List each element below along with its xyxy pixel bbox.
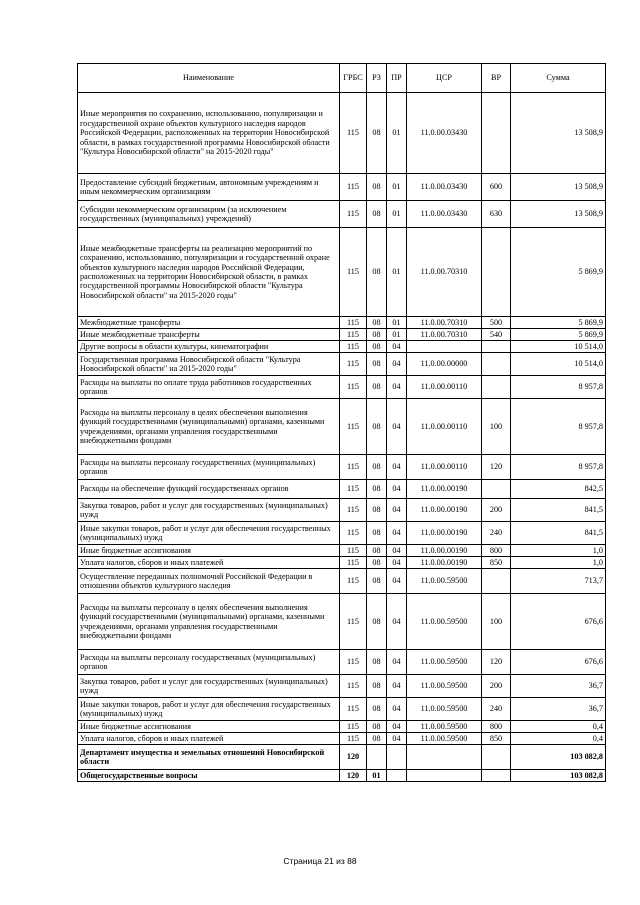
- cell-name: Иные закупки товаров, работ и услуг для обеспечения государственных (муниципальных) нужд: [78, 698, 340, 721]
- cell-pr: 04: [387, 594, 407, 650]
- cell-vr: 850: [482, 733, 511, 745]
- cell-rz: 08: [367, 721, 387, 733]
- header-grbs: ГРБС: [340, 64, 367, 93]
- header-rz: РЗ: [367, 64, 387, 93]
- cell-pr: 04: [387, 341, 407, 353]
- cell-rz: 08: [367, 733, 387, 745]
- cell-rz: 08: [367, 675, 387, 698]
- cell-vr: 240: [482, 522, 511, 545]
- header-sum: Сумма: [511, 64, 606, 93]
- cell-grbs: 115: [340, 329, 367, 341]
- cell-csr: 11.0.00.00190: [407, 522, 482, 545]
- cell-grbs: 115: [340, 455, 367, 480]
- cell-pr: 04: [387, 733, 407, 745]
- table-row: [78, 557, 606, 569]
- cell-rz: 01: [367, 770, 387, 782]
- cell-sum: 8 957,8: [511, 399, 606, 455]
- cell-csr: 11.0.00.03430: [407, 201, 482, 228]
- page-number: Страница 21 из 88: [283, 856, 357, 866]
- cell-vr: [482, 569, 511, 594]
- cell-csr: 11.0.00.59500: [407, 675, 482, 698]
- table-row: [78, 522, 606, 545]
- cell-csr: 11.0.00.00110: [407, 399, 482, 455]
- cell-pr: 04: [387, 650, 407, 675]
- cell-name: Иные закупки товаров, работ и услуг для обеспечения государственных (муниципальных) нужд: [78, 522, 340, 545]
- cell-grbs: 115: [340, 569, 367, 594]
- table-row: [78, 228, 606, 317]
- cell-pr: 01: [387, 317, 407, 329]
- cell-rz: 08: [367, 174, 387, 201]
- cell-sum: 1,0: [511, 545, 606, 557]
- table-row: [78, 770, 606, 782]
- cell-rz: 08: [367, 594, 387, 650]
- cell-name: Иные межбюджетные трансферты: [78, 329, 340, 341]
- cell-sum: 10 514,0: [511, 341, 606, 353]
- cell-csr: 11.0.00.03430: [407, 174, 482, 201]
- cell-name: Расходы на выплаты по оплате труда работников государственных органов: [78, 376, 340, 399]
- cell-sum: 676,6: [511, 650, 606, 675]
- cell-csr: 11.0.00.70310: [407, 329, 482, 341]
- cell-csr: 11.0.00.59500: [407, 569, 482, 594]
- cell-rz: 08: [367, 569, 387, 594]
- table-row: [78, 329, 606, 341]
- cell-vr: 100: [482, 399, 511, 455]
- cell-sum: 13 508,9: [511, 201, 606, 228]
- cell-vr: 200: [482, 499, 511, 522]
- header-csr: ЦСР: [407, 64, 482, 93]
- cell-grbs: 115: [340, 174, 367, 201]
- cell-rz: 08: [367, 557, 387, 569]
- cell-name: Уплата налогов, сборов и иных платежей: [78, 557, 340, 569]
- cell-rz: 08: [367, 353, 387, 376]
- cell-sum: 10 514,0: [511, 353, 606, 376]
- cell-sum: 841,5: [511, 499, 606, 522]
- cell-grbs: 115: [340, 650, 367, 675]
- cell-csr: 11.0.00.59500: [407, 650, 482, 675]
- cell-name: Иные бюджетные ассигнования: [78, 545, 340, 557]
- cell-name: Расходы на выплаты персоналу государственных (муниципальных) органов: [78, 455, 340, 480]
- cell-pr: 01: [387, 93, 407, 174]
- cell-name: Расходы на выплаты персоналу государственных (муниципальных) органов: [78, 650, 340, 675]
- cell-rz: 08: [367, 317, 387, 329]
- header-pr: ПР: [387, 64, 407, 93]
- cell-grbs: 115: [340, 698, 367, 721]
- cell-rz: 08: [367, 201, 387, 228]
- cell-sum: 13 508,9: [511, 93, 606, 174]
- cell-grbs: 115: [340, 675, 367, 698]
- cell-csr: 11.0.00.59500: [407, 733, 482, 745]
- cell-name: Расходы на выплаты персоналу в целях обеспечения выполнения функций государственными (муниципальными) органами, казенными учреждениями, органами управления государственными внебюджетными фондами: [78, 594, 340, 650]
- cell-vr: 100: [482, 594, 511, 650]
- cell-grbs: 115: [340, 522, 367, 545]
- table-row: [78, 174, 606, 201]
- cell-sum: 13 508,9: [511, 174, 606, 201]
- cell-rz: 08: [367, 376, 387, 399]
- cell-pr: 04: [387, 455, 407, 480]
- cell-rz: 08: [367, 499, 387, 522]
- cell-vr: 200: [482, 675, 511, 698]
- cell-vr: [482, 228, 511, 317]
- cell-csr: 11.0.00.00000: [407, 353, 482, 376]
- cell-grbs: 120: [340, 770, 367, 782]
- cell-sum: 713,7: [511, 569, 606, 594]
- cell-pr: 04: [387, 557, 407, 569]
- cell-sum: 36,7: [511, 675, 606, 698]
- cell-csr: [407, 770, 482, 782]
- table-row: [78, 650, 606, 675]
- cell-name: Расходы на обеспечение функций государственных органов: [78, 480, 340, 499]
- cell-pr: 04: [387, 499, 407, 522]
- cell-pr: 04: [387, 721, 407, 733]
- cell-pr: 04: [387, 353, 407, 376]
- cell-sum: 0,4: [511, 733, 606, 745]
- table-row: [78, 341, 606, 353]
- cell-sum: 842,5: [511, 480, 606, 499]
- cell-csr: 11.0.00.00190: [407, 499, 482, 522]
- cell-sum: 0,4: [511, 721, 606, 733]
- cell-name: Межбюджетные трансферты: [78, 317, 340, 329]
- cell-pr: 01: [387, 329, 407, 341]
- cell-sum: 36,7: [511, 698, 606, 721]
- cell-name: Иные межбюджетные трансферты на реализацию мероприятий по сохранению, использованию, популяризации и государственной охране объектов культурного наследия народов Российской Федерации, расположенных на территории Новосибирской области, в рамках государственной программы Новосибирской области "Культура Новосибирской области" на 2015-2020 годы": [78, 228, 340, 317]
- cell-rz: 08: [367, 341, 387, 353]
- cell-grbs: 120: [340, 745, 367, 770]
- cell-grbs: 115: [340, 341, 367, 353]
- table-row: [78, 569, 606, 594]
- cell-name: Предоставление субсидий бюджетным, автономным учреждениям и иным некоммерческим организациям: [78, 174, 340, 201]
- cell-rz: 08: [367, 545, 387, 557]
- cell-vr: 800: [482, 721, 511, 733]
- cell-rz: 08: [367, 93, 387, 174]
- cell-rz: 08: [367, 522, 387, 545]
- cell-pr: 04: [387, 569, 407, 594]
- cell-grbs: 115: [340, 733, 367, 745]
- cell-name: Закупка товаров, работ и услуг для государственных (муниципальных) нужд: [78, 675, 340, 698]
- cell-rz: 08: [367, 455, 387, 480]
- cell-name: Уплата налогов, сборов и иных платежей: [78, 733, 340, 745]
- cell-rz: 08: [367, 399, 387, 455]
- cell-grbs: 115: [340, 353, 367, 376]
- table-row: [78, 545, 606, 557]
- cell-grbs: 115: [340, 317, 367, 329]
- cell-csr: 11.0.00.59500: [407, 594, 482, 650]
- cell-vr: 120: [482, 650, 511, 675]
- cell-sum: 676,6: [511, 594, 606, 650]
- cell-rz: 08: [367, 228, 387, 317]
- table-row: [78, 499, 606, 522]
- cell-vr: 120: [482, 455, 511, 480]
- table-row: [78, 745, 606, 770]
- table-row: [78, 353, 606, 376]
- cell-name: Общегосударственные вопросы: [78, 770, 340, 782]
- cell-sum: 5 869,9: [511, 228, 606, 317]
- cell-vr: 240: [482, 698, 511, 721]
- cell-rz: [367, 745, 387, 770]
- cell-pr: 04: [387, 376, 407, 399]
- cell-pr: 04: [387, 522, 407, 545]
- cell-csr: 11.0.00.59500: [407, 698, 482, 721]
- cell-rz: 08: [367, 698, 387, 721]
- table-row: [78, 594, 606, 650]
- cell-name: Закупка товаров, работ и услуг для государственных (муниципальных) нужд: [78, 499, 340, 522]
- cell-grbs: 115: [340, 93, 367, 174]
- cell-sum: 841,5: [511, 522, 606, 545]
- cell-csr: 11.0.00.00190: [407, 557, 482, 569]
- cell-sum: 5 869,9: [511, 329, 606, 341]
- table-row: [78, 376, 606, 399]
- cell-grbs: 115: [340, 228, 367, 317]
- cell-pr: 04: [387, 480, 407, 499]
- cell-vr: [482, 745, 511, 770]
- cell-pr: 01: [387, 201, 407, 228]
- cell-name: Департамент имущества и земельных отношений Новосибирской области: [78, 745, 340, 770]
- cell-pr: 04: [387, 399, 407, 455]
- table-row: [78, 455, 606, 480]
- header-name: Наименование: [78, 64, 340, 93]
- cell-sum: 8 957,8: [511, 455, 606, 480]
- table-row: [78, 733, 606, 745]
- cell-csr: [407, 745, 482, 770]
- table-row: [78, 317, 606, 329]
- cell-sum: 5 869,9: [511, 317, 606, 329]
- cell-vr: 540: [482, 329, 511, 341]
- cell-grbs: 115: [340, 499, 367, 522]
- cell-grbs: 115: [340, 594, 367, 650]
- cell-grbs: 115: [340, 201, 367, 228]
- cell-vr: [482, 376, 511, 399]
- cell-name: Субсидии некоммерческим организациям (за исключением государственных (муниципальных) учреждений): [78, 201, 340, 228]
- cell-grbs: 115: [340, 399, 367, 455]
- header-vr: ВР: [482, 64, 511, 93]
- cell-name: Осуществление переданных полномочий Российской Федерации в отношении объектов культурного наследия: [78, 569, 340, 594]
- cell-grbs: 115: [340, 545, 367, 557]
- cell-vr: [482, 341, 511, 353]
- cell-grbs: 115: [340, 480, 367, 499]
- cell-pr: 01: [387, 174, 407, 201]
- cell-csr: 11.0.00.00190: [407, 545, 482, 557]
- cell-name: Иные мероприятия по сохранению, использованию, популяризации и государственной охране объектов культурного наследия народов Российской Федерации, расположенных на территории Новосибирской области, в рамках государственной программы Новосибирской области "Культура Новосибирской области" на 2015-2020 годы": [78, 93, 340, 174]
- cell-vr: [482, 770, 511, 782]
- cell-pr: [387, 770, 407, 782]
- table-row: [78, 480, 606, 499]
- cell-vr: 500: [482, 317, 511, 329]
- cell-sum: 103 082,8: [511, 770, 606, 782]
- cell-rz: 08: [367, 480, 387, 499]
- cell-name: Расходы на выплаты персоналу в целях обеспечения выполнения функций государственными (муниципальными) органами, казенными учреждениями, органами управления государственными внебюджетными фондами: [78, 399, 340, 455]
- cell-pr: 04: [387, 545, 407, 557]
- cell-csr: 11.0.00.59500: [407, 721, 482, 733]
- cell-sum: 103 082,8: [511, 745, 606, 770]
- cell-grbs: 115: [340, 721, 367, 733]
- cell-csr: [407, 341, 482, 353]
- cell-name: Государственная программа Новосибирской области "Культура Новосибирской области" на 2015-2020 годы": [78, 353, 340, 376]
- table-header-row: [78, 64, 606, 93]
- cell-pr: [387, 745, 407, 770]
- cell-vr: [482, 353, 511, 376]
- cell-name: Иные бюджетные ассигнования: [78, 721, 340, 733]
- table-row: [78, 93, 606, 174]
- cell-vr: 850: [482, 557, 511, 569]
- cell-grbs: 115: [340, 557, 367, 569]
- cell-vr: [482, 93, 511, 174]
- table-row: [78, 675, 606, 698]
- cell-vr: 630: [482, 201, 511, 228]
- cell-vr: 600: [482, 174, 511, 201]
- cell-rz: 08: [367, 650, 387, 675]
- cell-csr: 11.0.00.00110: [407, 455, 482, 480]
- cell-vr: [482, 480, 511, 499]
- budget-table: [77, 63, 606, 782]
- cell-pr: 04: [387, 675, 407, 698]
- cell-sum: 1,0: [511, 557, 606, 569]
- cell-vr: 800: [482, 545, 511, 557]
- cell-csr: 11.0.00.00190: [407, 480, 482, 499]
- cell-pr: 01: [387, 228, 407, 317]
- table-row: [78, 698, 606, 721]
- cell-csr: 11.0.00.70310: [407, 228, 482, 317]
- cell-rz: 08: [367, 329, 387, 341]
- cell-sum: 8 957,8: [511, 376, 606, 399]
- cell-csr: 11.0.00.70310: [407, 317, 482, 329]
- table-row: [78, 201, 606, 228]
- cell-csr: 11.0.00.03430: [407, 93, 482, 174]
- table-row: [78, 721, 606, 733]
- cell-csr: 11.0.00.00110: [407, 376, 482, 399]
- budget-table-page: [77, 63, 605, 782]
- table-row: [78, 399, 606, 455]
- cell-pr: 04: [387, 698, 407, 721]
- cell-name: Другие вопросы в области культуры, кинематографии: [78, 341, 340, 353]
- cell-grbs: 115: [340, 376, 367, 399]
